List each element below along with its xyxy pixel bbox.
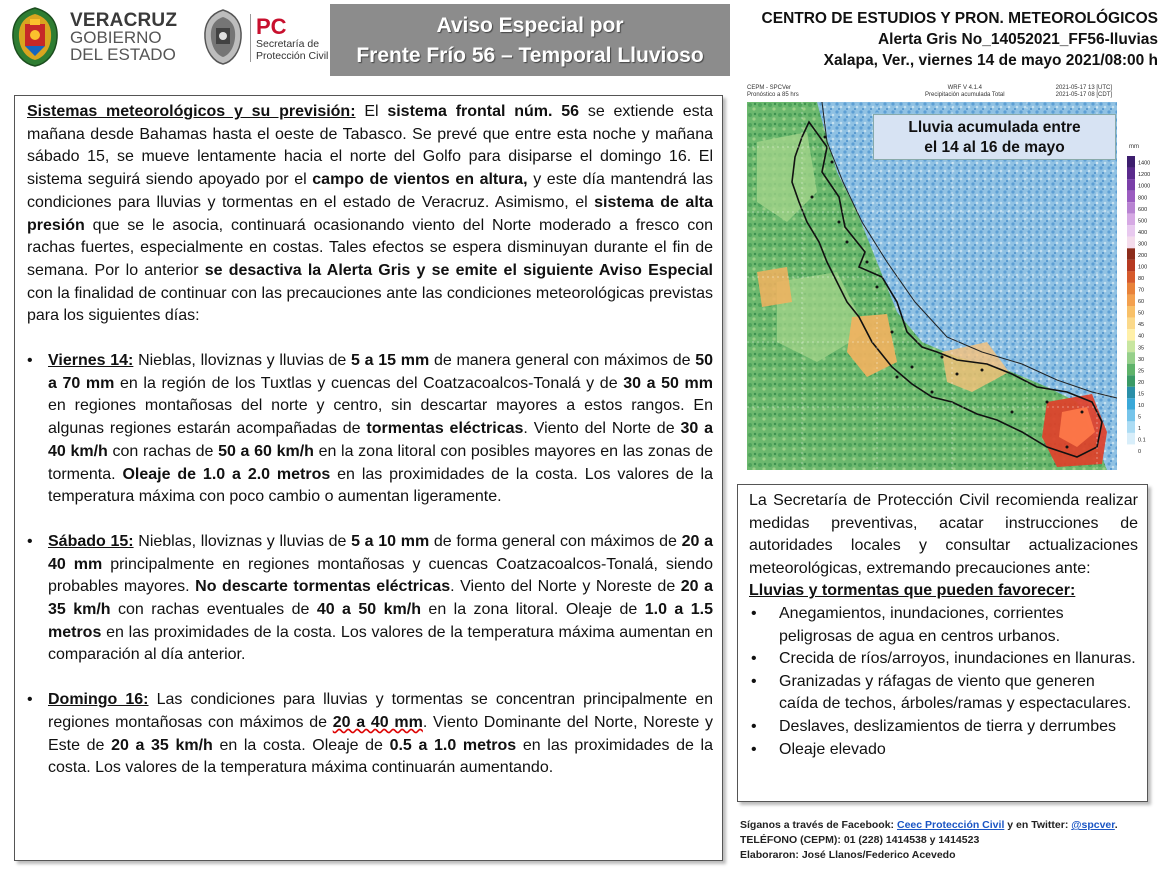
friday-text: en la región de los Tuxtlas y cuencas del Coatzacoalcos-Tonalá y de [114, 374, 624, 392]
scale-tick-label: 1000 [1138, 183, 1151, 190]
friday-text: en la zona litoral con posibles mayores en las zonas de tormenta. [48, 442, 713, 483]
veracruz-logo-line2: GOBIERNO [70, 28, 162, 47]
bullet: • [751, 717, 757, 735]
recommendation-text: Oleaje elevado [779, 740, 886, 758]
scale-tick-label: 0.1 [1138, 437, 1146, 444]
recommendation-text: Anegamientos, inundaciones, corrientes peligrosas de agua en centros urbanos. [779, 604, 1064, 645]
map-variable: Precipitación acumulada Total [925, 92, 1005, 98]
scale-band [1127, 398, 1135, 410]
scale-tick-label: 20 [1138, 379, 1145, 386]
footer [740, 818, 1118, 863]
friday-bold: tormentas eléctricas [366, 420, 524, 438]
header-info [762, 8, 1158, 71]
bulletin-title-box [330, 4, 730, 76]
scale-band [1127, 341, 1135, 353]
scale-tick-label: 30 [1138, 356, 1145, 363]
sunday-bold: 20 a 40 mm [332, 713, 423, 731]
synoptic-bold: campo de vientos en altura, [312, 171, 528, 189]
synoptic-heading: Sistemas meteorológicos y su previsión: [27, 103, 356, 120]
heavy-rain-area [757, 267, 792, 307]
saturday-text: con rachas eventuales de [110, 601, 317, 619]
recommendation-item [749, 716, 1138, 739]
scale-tick-label: 800 [1138, 195, 1148, 202]
scale-band [1127, 352, 1135, 364]
recommendation-item [749, 671, 1138, 716]
synoptic-text: y este día mantendrá las condiciones para lluvias y tormentas en el estado de Veracruz. Asimismo, el [27, 171, 714, 211]
bulletin-title-line2: Frente Frío 56 – Temporal Lluvioso [356, 44, 704, 67]
scale-band [1127, 387, 1135, 399]
veracruz-logo-line3: DEL ESTADO [70, 45, 176, 64]
scale-tick-label: 80 [1138, 276, 1145, 283]
recommendation-item [749, 603, 1138, 648]
scale-tick-label: 35 [1138, 345, 1145, 352]
scale-tick-label: 70 [1138, 287, 1145, 294]
scale-tick-label: 1 [1138, 426, 1142, 433]
scale-tick-label: 1200 [1138, 172, 1151, 179]
bulletin-title-line1: Aviso Especial por [436, 14, 624, 37]
recommendations-box [737, 484, 1148, 802]
sunday-bold: 20 a 35 km/h [111, 736, 213, 754]
proteccion-civil-logo [200, 8, 330, 68]
saturday-bold: 40 a 50 km/h [316, 601, 421, 619]
scale-band [1127, 191, 1135, 203]
recommendation-text: Deslaves, deslizamientos de tierra y derrumbes [779, 717, 1117, 735]
recommendation-item [749, 739, 1138, 762]
saturday-bold: 5 a 10 mm [351, 532, 430, 550]
sunday-text: Las condiciones para lluvias y tormentas se concentran principalmente en regiones montañosas con máximos de [48, 691, 713, 731]
friday-bold: 30 a 50 mm [623, 374, 714, 392]
friday-bold: 50 a 60 km/h [218, 442, 314, 460]
social-line [740, 818, 1118, 833]
scale-tick-label: 15 [1138, 391, 1145, 398]
scale-band [1127, 421, 1135, 433]
scale-tick-label: 25 [1138, 368, 1145, 375]
friday-text: Nieblas, lloviznas y lluvias de [133, 352, 352, 370]
bullet: • [27, 532, 33, 550]
scale-band [1127, 444, 1135, 456]
bullet: • [27, 691, 33, 709]
scale-tick-label: 40 [1138, 333, 1145, 340]
scale-band [1127, 433, 1135, 445]
scale-unit: mm [1129, 144, 1139, 150]
rainfall-map [745, 84, 1160, 472]
scale-band [1127, 168, 1135, 180]
scale-band [1127, 364, 1135, 376]
bullet: • [751, 604, 757, 622]
scale-tick-label: 100 [1138, 264, 1148, 271]
facebook-link[interactable]: Ceec Protección Civil [896, 819, 1005, 831]
forecast-sunday [27, 689, 713, 780]
scale-band [1127, 329, 1135, 341]
saturday-text: principalmente en regiones montañosas y cuencas Coatzacoalcos-Tonalá, siendo probables mayores. [48, 555, 714, 596]
friday-text: en regiones montañosas del norte y centro, sin descartar mayores a estos rangos. En algunas regiones estarán acompañadas de [48, 397, 713, 438]
veracruz-logo-line1: VERACRUZ [70, 10, 178, 31]
scale-band [1127, 225, 1135, 237]
friday-text: . Viento del Norte de [523, 420, 681, 438]
bullet: • [27, 352, 33, 370]
map-valid-utc: 2021-05-17 13 [UTC] [1055, 85, 1112, 91]
synoptic-text: El [355, 103, 388, 120]
authors-line: Elaboraron: José Llanos/Federico Acevedo [740, 849, 956, 861]
scale-band [1127, 271, 1135, 283]
alert-id: Alerta Gris No_14052021_FF56-lluvias [877, 31, 1158, 48]
friday-bold: 5 a 15 mm [351, 352, 430, 370]
bullet: • [751, 672, 757, 690]
scale-tick-label: 1400 [1138, 160, 1151, 167]
scale-band [1127, 294, 1135, 306]
scale-tick-label: 200 [1138, 252, 1148, 259]
recommendations-heading: Lluvias y tormentas que pueden favorecer: [749, 582, 1076, 600]
recommendation-item [749, 648, 1138, 671]
sunday-bold: 0.5 a 1.0 metros [389, 736, 517, 754]
scale-tick-label: 600 [1138, 206, 1148, 213]
recommendations-list [749, 603, 1138, 761]
map-caption-line1: Lluvia acumulada entre [908, 119, 1081, 136]
friday-heading: Viernes 14: [48, 352, 134, 370]
bullet: • [751, 740, 757, 758]
map-forecast-range: Pronóstico a 85 hrs [747, 92, 799, 98]
friday-bold: 30 a 40 km/h [48, 420, 714, 460]
synoptic-text: con la finalidad de continuar con las precauciones ante las condiciones meteorológicas previstas para los siguientes días: [27, 284, 713, 325]
forecast-panel [14, 95, 723, 861]
follow-text: . [1114, 819, 1118, 831]
follow-text: y en Twitter: [1004, 819, 1072, 831]
pc-abbr: PC [256, 14, 287, 39]
veracruz-seal-icon [8, 6, 62, 68]
scale-tick-label: 400 [1138, 229, 1148, 236]
saturday-text: . Viento del Norte y Noreste de [450, 578, 681, 596]
scale-band [1127, 179, 1135, 191]
recommendations-intro: La Secretaría de Protección Civil recomienda realizar medidas preventivas, acatar instrucciones de autoridades locales y consultar actualizaciones meteorológicas, extremando precauciones ante: [749, 492, 1138, 577]
synoptic-paragraph [27, 101, 713, 328]
forecast-saturday [27, 531, 713, 667]
saturday-text: de forma general con máximos de [429, 532, 682, 550]
synoptic-text: se extiende esta mañana desde Bahamas hasta el oeste de Tabasco. Se prevé que entre esta noche y mañana sábado 15, se mueve lentamente hacia el norte del Golfo para disiparse el domingo 16. El sistema seguirá siendo apoyado por el [27, 103, 714, 189]
scale-tick-label: 50 [1138, 310, 1145, 317]
scale-band [1127, 237, 1135, 249]
scale-band [1127, 318, 1135, 330]
friday-bold: Oleaje de 1.0 a 2.0 metros [122, 465, 331, 483]
pc-logo-line1: Secretaría de [256, 38, 320, 50]
saturday-bold: 20 a 35 km/h [48, 578, 714, 619]
scale-tick-label: 0 [1138, 449, 1142, 456]
map-caption [873, 114, 1116, 160]
precipitation-color-scale [1125, 144, 1159, 464]
veracruz-government-logo [8, 6, 186, 70]
saturday-text: en las proximidades de la costa. Los valores de la temperatura máxima aumentan en comparación al día anterior. [48, 623, 713, 664]
state-seal-icon [200, 8, 246, 66]
recommendation-text: Crecida de ríos/arroyos, inundaciones en llanuras. [779, 650, 1136, 668]
friday-bold: 50 a 70 mm [48, 352, 714, 392]
sunday-text: en la costa. Oleaje de [212, 736, 390, 754]
sunday-text: . Viento Dominante del Norte, Noreste y Este de [48, 713, 713, 754]
place-date: Xalapa, Ver., viernes 14 de mayo 2021/08:00 h [823, 52, 1158, 69]
saturday-text: en la zona litoral. Oleaje de [420, 601, 645, 619]
pc-logo-line2: Protección Civil [256, 50, 329, 62]
scale-band [1127, 283, 1135, 295]
sunday-text: en las proximidades de la costa. Los valores de la temperatura máxima continuarán aumentando. [48, 736, 714, 777]
synoptic-bold: sistema de alta presión [27, 193, 713, 234]
scale-tick-label: 45 [1138, 322, 1145, 329]
friday-text: de manera general con máximos de [429, 352, 696, 370]
map-header [745, 84, 1160, 104]
follow-text: Síganos a través de Facebook: [740, 819, 897, 831]
friday-text: con rachas de [107, 442, 219, 460]
synoptic-bold: se desactiva la Alerta Gris y se emite el siguiente Aviso Especial [204, 261, 713, 279]
organization-name: CENTRO DE ESTUDIOS Y PRON. METEOROLÓGICOS [761, 10, 1158, 27]
scale-tick-label: 300 [1138, 241, 1148, 248]
scale-band [1127, 260, 1135, 272]
friday-text: en las proximidades de la costa. Los valores de la temperatura máxima con poco cambio o aumentan ligeramente. [48, 465, 713, 506]
twitter-link[interactable]: @spcver [1071, 819, 1115, 831]
map-model: WRF V 4.1.4 [947, 85, 982, 91]
logo-divider [250, 14, 251, 62]
scale-bands [1127, 156, 1150, 456]
recommendation-text: Granizadas y ráfagas de viento que generen caída de techos, árboles/ramas y espectaculares. [779, 672, 1132, 713]
scale-band [1127, 214, 1135, 226]
phone-line: TELÉFONO (CEPM): 01 (228) 1414538 y 1414523 [740, 834, 980, 846]
scale-band [1127, 202, 1135, 214]
synoptic-text: que se le asocia, continuará ocasionando viento del Norte moderado a fresco con rachas fuertes, especialmente en costas. Tales efectos se espera disminuyan durante el fin de semana. Por lo anterior [27, 216, 713, 279]
saturday-text: Nieblas, lloviznas y lluvias de [133, 532, 352, 550]
scale-tick-label: 60 [1138, 299, 1145, 306]
scale-band [1127, 410, 1135, 422]
synoptic-bold: sistema frontal núm. 56 [387, 103, 580, 120]
sunday-heading: Domingo 16: [48, 691, 149, 709]
forecast-friday [27, 350, 713, 509]
map-source: CEPM - SPCVer [747, 85, 792, 91]
saturday-bold: No descarte tormentas eléctricas [195, 578, 451, 596]
scale-band [1127, 306, 1135, 318]
map-caption-line2: el 14 al 16 de mayo [924, 139, 1065, 156]
scale-band [1127, 248, 1135, 260]
saturday-heading: Sábado 15: [48, 532, 134, 550]
scale-band [1127, 156, 1135, 168]
saturday-bold: 1.0 a 1.5 metros [48, 601, 714, 641]
saturday-bold: 20 a 40 mm [48, 532, 713, 573]
bullet: • [751, 650, 757, 668]
scale-tick-label: 500 [1138, 218, 1148, 225]
scale-tick-label: 5 [1138, 414, 1142, 421]
scale-band [1127, 375, 1135, 387]
scale-tick-label: 10 [1138, 402, 1145, 409]
map-valid-cdt: 2021-05-17 08 [CDT] [1055, 92, 1112, 98]
